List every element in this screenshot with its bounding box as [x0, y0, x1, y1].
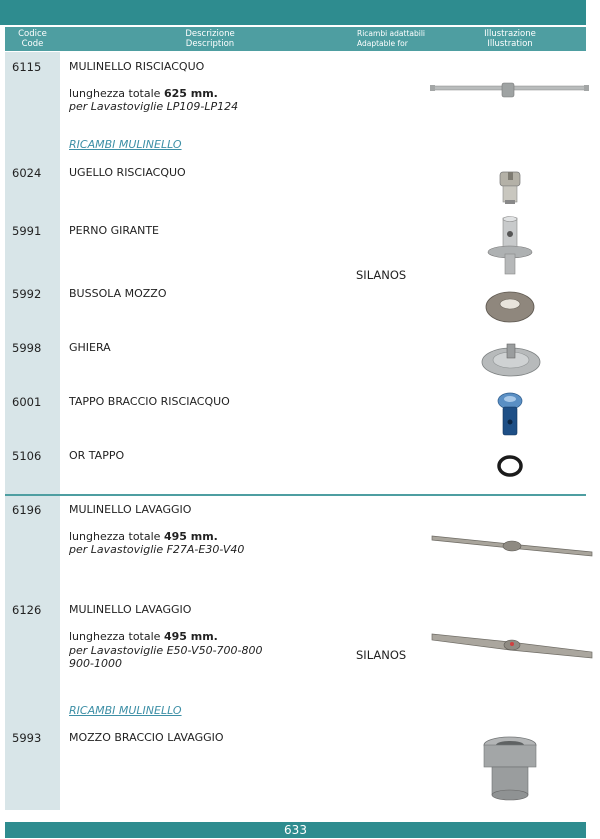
adaptable-for: SILANOS	[356, 268, 407, 282]
item-code: 6001	[12, 395, 42, 409]
item-length	[69, 530, 218, 543]
item-name: GHIERA	[69, 341, 111, 354]
item-code: 6024	[12, 166, 42, 180]
wash-arm-icon	[430, 530, 594, 560]
item-name: MULINELLO RISCIACQUO	[69, 60, 205, 73]
header-ill-en: Illustration	[487, 39, 533, 49]
header-desc-it: Descrizione	[185, 29, 235, 39]
spinning-pin-icon	[485, 216, 535, 278]
item-models: 900-1000	[69, 657, 122, 670]
item-name: BUSSOLA MOZZO	[69, 287, 167, 300]
header-fit-en: Adaptable for	[357, 39, 408, 48]
table-header	[5, 27, 586, 51]
item-name: PERNO GIRANTE	[69, 224, 159, 237]
page-number: 633	[284, 823, 307, 837]
item-code: 5992	[12, 287, 42, 301]
item-length	[69, 87, 218, 100]
header-illustration	[455, 29, 565, 49]
header-code	[5, 29, 60, 49]
length-value: 625 mm.	[163, 87, 218, 100]
length-label: lunghezza totale	[69, 87, 164, 100]
item-name: MULINELLO LAVAGGIO	[69, 603, 192, 616]
o-ring-icon	[497, 455, 523, 477]
item-code: 5993	[12, 731, 42, 745]
page-footer	[5, 822, 586, 838]
item-code: 5106	[12, 449, 42, 463]
section-divider	[5, 494, 586, 496]
wash-arm-hub-icon	[478, 735, 542, 801]
header-ill-it: Illustrazione	[484, 29, 536, 39]
item-code: 5991	[12, 224, 42, 238]
item-name: OR TAPPO	[69, 449, 125, 462]
length-label: lunghezza totale	[69, 530, 164, 543]
length-value: 495 mm.	[163, 530, 218, 543]
header-description	[65, 29, 355, 49]
spare-parts-link[interactable]: RICAMBI MULINELLO	[69, 138, 182, 151]
spare-parts-link[interactable]: RICAMBI MULINELLO	[69, 704, 182, 717]
item-length	[69, 630, 218, 643]
adaptable-for: SILANOS	[356, 648, 407, 662]
item-name: MULINELLO LAVAGGIO	[69, 503, 192, 516]
item-name: UGELLO RISCIACQUO	[69, 166, 186, 179]
item-name: MOZZO BRACCIO LAVAGGIO	[69, 731, 224, 744]
length-value: 495 mm.	[163, 630, 218, 643]
top-bar	[0, 0, 586, 25]
rinse-arm-icon	[430, 80, 590, 100]
rinse-nozzle-icon	[495, 170, 525, 206]
item-code: 6126	[12, 603, 42, 617]
header-fit-it: Ricambi adattabili	[357, 29, 425, 38]
item-code: 6115	[12, 60, 42, 74]
wash-arm-icon	[430, 630, 594, 664]
item-code: 5998	[12, 341, 42, 355]
header-code-it: Codice	[18, 29, 47, 39]
header-desc-en: Description	[185, 39, 235, 49]
item-models: per Lavastoviglie E50-V50-700-800	[69, 644, 263, 657]
item-name: TAPPO BRACCIO RISCIACQUO	[69, 395, 230, 408]
header-code-en: Code	[21, 39, 44, 49]
length-label: lunghezza totale	[69, 630, 164, 643]
header-adaptable	[357, 29, 447, 49]
ring-nut-icon	[480, 340, 542, 378]
item-models: per Lavastoviglie LP109-LP124	[69, 100, 239, 113]
item-models: per Lavastoviglie F27A-E30-V40	[69, 543, 245, 556]
item-code: 6196	[12, 503, 42, 517]
hub-bushing-icon	[485, 290, 535, 324]
arm-cap-icon	[495, 392, 525, 438]
